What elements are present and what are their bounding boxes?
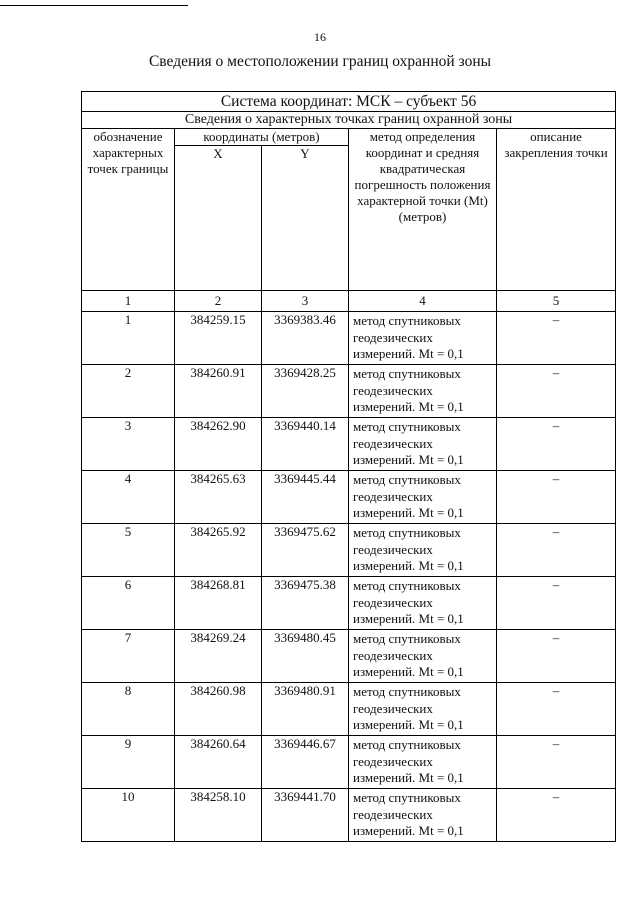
table-row <box>82 736 616 789</box>
method-cell: метод спутниковых геодезических измерений. Mt = 0,1 <box>349 471 497 524</box>
coordinates-table <box>81 91 616 842</box>
table-subcaption: Сведения о характерных точках границ охранной зоны <box>82 112 616 129</box>
x-coordinate-cell: 384260.64 <box>175 736 262 789</box>
x-coordinate-cell: 384260.91 <box>175 365 262 418</box>
y-coordinate-cell: 3369475.62 <box>262 524 349 577</box>
method-cell: метод спутниковых геодезических измерений. Mt = 0,1 <box>349 577 497 630</box>
header-method: метод определения координат и средняя квадратическая погрешность положения характерной точки (Mt) (метров) <box>349 129 497 291</box>
x-coordinate-cell: 384268.81 <box>175 577 262 630</box>
table-row <box>82 312 616 365</box>
y-coordinate-cell: 3369383.46 <box>262 312 349 365</box>
y-coordinate-cell: 3369440.14 <box>262 418 349 471</box>
table-row <box>82 471 616 524</box>
description-cell: – <box>497 312 616 365</box>
x-coordinate-cell: 384269.24 <box>175 630 262 683</box>
point-id-cell: 9 <box>82 736 175 789</box>
x-coordinate-cell: 384260.98 <box>175 683 262 736</box>
method-cell: метод спутниковых геодезических измерений. Mt = 0,1 <box>349 524 497 577</box>
table-subcaption-row <box>82 112 616 129</box>
table-row <box>82 365 616 418</box>
point-id-cell: 5 <box>82 524 175 577</box>
description-cell: – <box>497 736 616 789</box>
y-coordinate-cell: 3369446.67 <box>262 736 349 789</box>
column-number: 4 <box>349 291 497 312</box>
method-cell: метод спутниковых геодезических измерений. Mt = 0,1 <box>349 630 497 683</box>
y-coordinate-cell: 3369445.44 <box>262 471 349 524</box>
x-coordinate-cell: 384265.92 <box>175 524 262 577</box>
header-row-1 <box>82 129 616 146</box>
page-number: 16 <box>314 30 326 44</box>
description-cell: – <box>497 577 616 630</box>
point-id-cell: 4 <box>82 471 175 524</box>
header-coordinates: координаты (метров) <box>175 129 349 146</box>
point-id-cell: 6 <box>82 577 175 630</box>
method-cell: метод спутниковых геодезических измерений. Mt = 0,1 <box>349 736 497 789</box>
table-row <box>82 789 616 842</box>
table-row <box>82 577 616 630</box>
table-caption: Система координат: МСК – субъект 56 <box>82 92 616 112</box>
header-description: описание закрепления точки <box>497 129 616 291</box>
method-cell: метод спутниковых геодезических измерений. Mt = 0,1 <box>349 789 497 842</box>
column-number: 5 <box>497 291 616 312</box>
description-cell: – <box>497 365 616 418</box>
page-title: Сведения о местоположении границ охранной зоны <box>148 53 492 70</box>
table-caption-row <box>82 92 616 112</box>
description-cell: – <box>497 471 616 524</box>
x-coordinate-cell: 384259.15 <box>175 312 262 365</box>
table-row <box>82 630 616 683</box>
method-cell: метод спутниковых геодезических измерений. Mt = 0,1 <box>349 312 497 365</box>
description-cell: – <box>497 630 616 683</box>
table-row <box>82 524 616 577</box>
point-id-cell: 3 <box>82 418 175 471</box>
point-id-cell: 1 <box>82 312 175 365</box>
x-coordinate-cell: 384265.63 <box>175 471 262 524</box>
y-coordinate-cell: 3369480.91 <box>262 683 349 736</box>
method-cell: метод спутниковых геодезических измерений. Mt = 0,1 <box>349 683 497 736</box>
y-coordinate-cell: 3369480.45 <box>262 630 349 683</box>
header-point-id: обозначение характерных точек границы <box>82 129 175 291</box>
table-row <box>82 418 616 471</box>
method-cell: метод спутниковых геодезических измерений. Mt = 0,1 <box>349 365 497 418</box>
point-id-cell: 2 <box>82 365 175 418</box>
point-id-cell: 10 <box>82 789 175 842</box>
method-cell: метод спутниковых геодезических измерений. Mt = 0,1 <box>349 418 497 471</box>
table-row <box>82 683 616 736</box>
column-number: 1 <box>82 291 175 312</box>
description-cell: – <box>497 789 616 842</box>
point-id-cell: 7 <box>82 630 175 683</box>
header-x: X <box>175 146 262 291</box>
y-coordinate-cell: 3369475.38 <box>262 577 349 630</box>
description-cell: – <box>497 418 616 471</box>
x-coordinate-cell: 384262.90 <box>175 418 262 471</box>
description-cell: – <box>497 683 616 736</box>
header-y: Y <box>262 146 349 291</box>
y-coordinate-cell: 3369441.70 <box>262 789 349 842</box>
point-id-cell: 8 <box>82 683 175 736</box>
description-cell: – <box>497 524 616 577</box>
y-coordinate-cell: 3369428.25 <box>262 365 349 418</box>
column-number: 2 <box>175 291 262 312</box>
x-coordinate-cell: 384258.10 <box>175 789 262 842</box>
top-rule <box>0 5 188 6</box>
column-number-row <box>82 291 616 312</box>
column-number: 3 <box>262 291 349 312</box>
